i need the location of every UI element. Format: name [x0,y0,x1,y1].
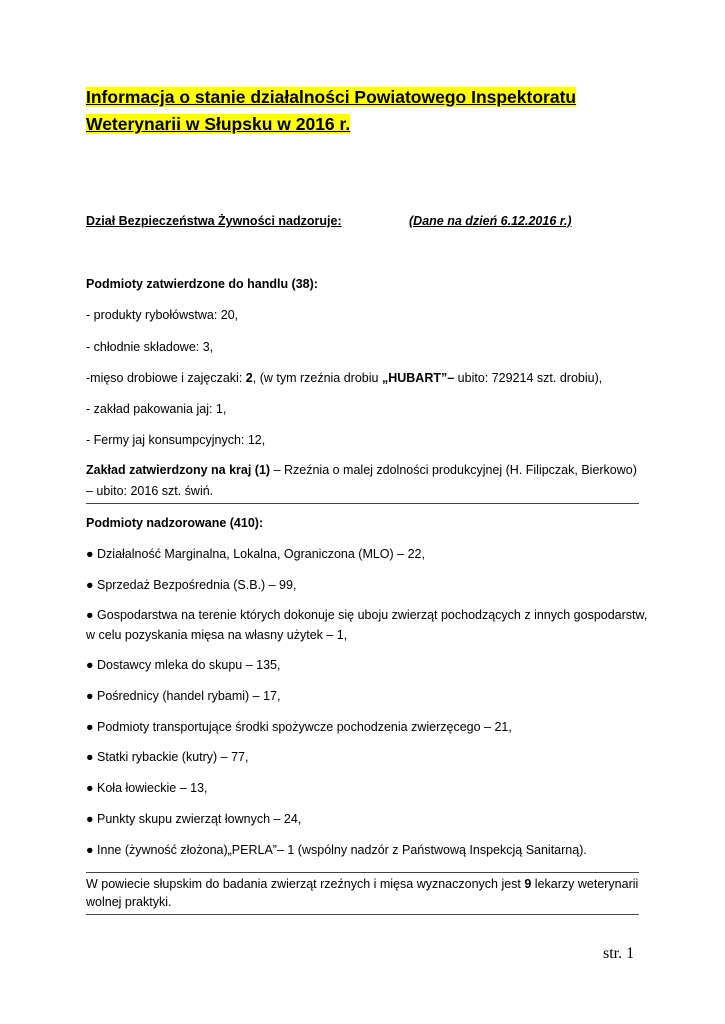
supervised-item-farms: ● Gospodarstwa na terenie których dokonuje się uboju zwierząt pochodzących z innych gospodarstw, [86,608,648,622]
supervised-item-game: ● Punkty skupu zwierząt łownych – 24, [86,812,302,826]
supervised-item-mlo: ● Działalność Marginalna, Lokalna, Ograniczona (MLO) – 22, [86,547,425,561]
domestic-plant-line-2: – ubito: 2016 szt. świń. [86,484,214,498]
supervised-item-transport: ● Podmioty transportujące środki spożywcze pochodzenia zwierzęcego – 21, [86,720,512,734]
poultry-prefix: -mięso drobiowe i zajęczaki: [86,371,246,385]
section-divider-3 [86,914,639,915]
title-line-1: Informacja o stanie działalności Powiatowego Inspektoratu [86,87,577,107]
supervised-item-other: ● Inne (żywność złożona)„PERLA”– 1 (wspólny nadzór z Państwową Inspekcją Sanitarną). [86,843,587,857]
department-label: Dział Bezpieczeństwa Żywności nadzoruje: [86,214,342,228]
approved-item-egg-farms: - Fermy jaj konsumpcyjnych: 12, [86,433,266,447]
page-number: str. 1 [603,945,635,962]
document-title [86,84,646,138]
vets-prefix: W powiecie słupskim do badania zwierząt rzeźnych i mięsa wyznaczonych jest [86,877,525,891]
vets-paragraph [86,877,646,891]
supervised-heading: Podmioty nadzorowane (410): [86,516,264,530]
vets-count: 9 [524,877,532,891]
vets-suffix: lekarzy weterynarii [531,877,639,891]
approved-item-egg-packing: - zakład pakowania jaj: 1, [86,402,227,416]
domestic-plant [86,463,646,477]
supervised-item-direct-sale: ● Sprzedaż Bezpośrednia (S.B.) – 99, [86,578,297,592]
vets-line-2: wolnej praktyki. [86,895,172,909]
supervised-item-milk: ● Dostawcy mleka do skupu – 135, [86,658,281,672]
date-note: (Dane na dzień 6.12.2016 r.) [409,214,572,228]
supervised-item-farms-cont: w celu pozyskania mięsa na własny użytek – 1, [86,628,348,642]
title-line-2: Weterynarii w Słupsku w 2016 r. [86,114,351,134]
section-divider-1 [86,503,639,504]
domestic-plant-bold: Zakład zatwierdzony na kraj (1) [86,463,271,477]
poultry-count: 2 [245,371,253,385]
approved-heading: Podmioty zatwierdzone do handlu (38): [86,277,318,291]
approved-item-poultry [86,371,646,385]
supervised-item-boats: ● Statki rybackie (kutry) – 77, [86,750,249,764]
approved-item-cold-storage: - chłodnie składowe: 3, [86,340,214,354]
section-divider-2 [86,872,639,873]
poultry-suffix: ubito: 729214 szt. drobiu), [454,371,603,385]
poultry-name: „HUBART”– [381,371,455,385]
approved-item-fishery: - produkty rybołówstwa: 20, [86,308,239,322]
supervised-item-fish-traders: ● Pośrednicy (handel rybami) – 17, [86,689,281,703]
poultry-middle: , (w tym rzeźnia drobiu [252,371,382,385]
supervised-item-hunting: ● Koła łowieckie – 13, [86,781,208,795]
domestic-plant-text: – Rzeźnia o malej zdolności produkcyjnej (H. Filipczak, Bierkowo) [270,463,637,477]
